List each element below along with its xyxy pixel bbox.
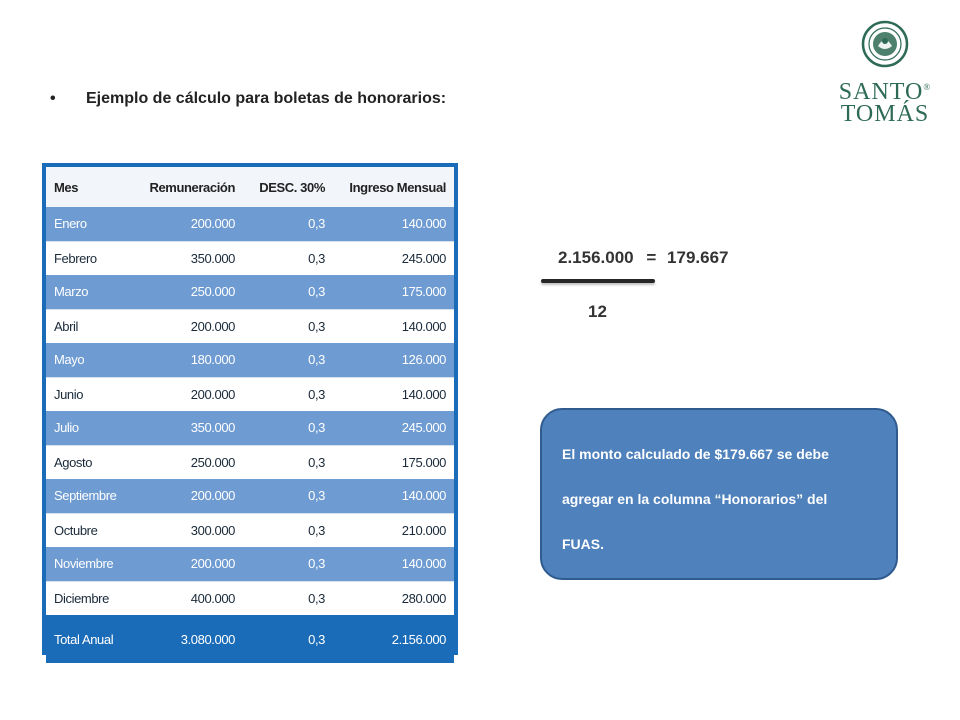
fraction-result: 179.667 xyxy=(667,248,729,267)
note-box xyxy=(540,408,898,580)
cell-desc: 0,3 xyxy=(308,454,325,470)
fraction-denominator: 12 xyxy=(588,302,607,321)
cell-ingreso: 175.000 xyxy=(401,284,446,300)
cell-desc: 0,3 xyxy=(308,522,325,538)
cell-mes: Abril xyxy=(54,318,79,334)
cell-remuneracion: 200.000 xyxy=(190,318,235,334)
santo-tomas-logo xyxy=(836,20,934,128)
table-row xyxy=(46,547,454,581)
cell-mes: Noviembre xyxy=(54,556,114,572)
cell-remuneracion: 350.000 xyxy=(190,420,235,436)
fraction-bar xyxy=(541,279,655,283)
fraction-numerator-line xyxy=(558,248,729,268)
cell-ingreso: 175.000 xyxy=(401,454,446,470)
cell-desc: 0,3 xyxy=(308,250,325,266)
note-line: FUAS. xyxy=(562,536,604,552)
table-row xyxy=(46,207,454,241)
cell-desc: 0,3 xyxy=(308,488,325,504)
fraction-equals: = xyxy=(646,248,657,267)
cell-desc: 0,3 xyxy=(308,352,325,368)
cell-desc: 0,3 xyxy=(308,590,325,606)
table-row xyxy=(46,241,454,275)
table-row xyxy=(46,377,454,411)
note-line: agregar en la columna “Honorarios” del xyxy=(562,491,828,507)
total-label: Total Anual xyxy=(54,631,114,647)
total-remuneracion: 3.080.000 xyxy=(180,631,235,647)
cell-ingreso: 140.000 xyxy=(401,556,446,572)
table-row xyxy=(46,275,454,309)
cell-desc: 0,3 xyxy=(308,318,325,334)
cell-ingreso: 140.000 xyxy=(401,386,446,402)
logo-word-1 xyxy=(836,76,934,103)
table-row xyxy=(46,445,454,479)
cell-mes: Enero xyxy=(54,216,87,232)
honorarios-table xyxy=(46,167,454,663)
cell-ingreso: 245.000 xyxy=(401,250,446,266)
cell-mes: Diciembre xyxy=(54,590,109,606)
cell-mes: Marzo xyxy=(54,284,89,300)
logo-line1: SANTO xyxy=(838,79,924,105)
table-row xyxy=(46,411,454,445)
cell-ingreso: 126.000 xyxy=(401,352,446,368)
cell-mes: Julio xyxy=(54,420,79,436)
table-row xyxy=(46,479,454,513)
cell-mes: Agosto xyxy=(54,454,93,470)
header-mes: Mes xyxy=(54,179,79,195)
bullet-dot: • xyxy=(50,90,56,107)
table-row xyxy=(46,513,454,547)
table-row xyxy=(46,309,454,343)
header-ingreso: Ingreso Mensual xyxy=(349,179,446,195)
cell-mes: Septiembre xyxy=(54,488,117,504)
cell-mes: Octubre xyxy=(54,522,98,538)
table-row xyxy=(46,581,454,615)
cell-remuneracion: 180.000 xyxy=(190,352,235,368)
cell-remuneracion: 250.000 xyxy=(190,454,235,470)
header-remuneracion: Remuneración xyxy=(149,179,235,195)
cell-desc: 0,3 xyxy=(308,386,325,402)
cell-desc: 0,3 xyxy=(308,284,325,300)
cell-ingreso: 140.000 xyxy=(401,318,446,334)
cell-mes: Febrero xyxy=(54,250,97,266)
fraction-numerator: 2.156.000 xyxy=(558,248,634,267)
cell-ingreso: 210.000 xyxy=(401,522,446,538)
cell-ingreso: 140.000 xyxy=(401,488,446,504)
cell-remuneracion: 400.000 xyxy=(190,590,235,606)
cell-remuneracion: 200.000 xyxy=(190,216,235,232)
total-ingreso: 2.156.000 xyxy=(391,631,446,647)
bullet-heading xyxy=(50,90,446,108)
cell-remuneracion: 250.000 xyxy=(190,284,235,300)
logo-registered: ® xyxy=(923,82,932,92)
cell-desc: 0,3 xyxy=(308,420,325,436)
cell-desc: 0,3 xyxy=(308,556,325,572)
cell-remuneracion: 350.000 xyxy=(190,250,235,266)
total-desc: 0,3 xyxy=(308,631,325,647)
logo-line2: TOMÁS xyxy=(840,101,930,127)
cell-ingreso: 280.000 xyxy=(401,590,446,606)
cell-mes: Junio xyxy=(54,386,84,402)
cell-mes: Mayo xyxy=(54,352,85,368)
cell-ingreso: 245.000 xyxy=(401,420,446,436)
cell-remuneracion: 300.000 xyxy=(190,522,235,538)
table-row xyxy=(46,343,454,377)
cell-ingreso: 140.000 xyxy=(401,216,446,232)
seal-emblem-icon xyxy=(861,20,909,68)
cell-desc: 0,3 xyxy=(308,216,325,232)
note-line: El monto calculado de $179.667 se debe xyxy=(562,446,829,462)
table-header-row xyxy=(46,167,454,207)
honorarios-table-frame xyxy=(42,163,458,655)
cell-remuneracion: 200.000 xyxy=(190,556,235,572)
cell-remuneracion: 200.000 xyxy=(190,386,235,402)
header-desc: DESC. 30% xyxy=(259,179,325,195)
cell-remuneracion: 200.000 xyxy=(190,488,235,504)
bullet-text: Ejemplo de cálculo para boletas de honorarios: xyxy=(86,90,447,107)
table-total-row xyxy=(46,615,454,663)
